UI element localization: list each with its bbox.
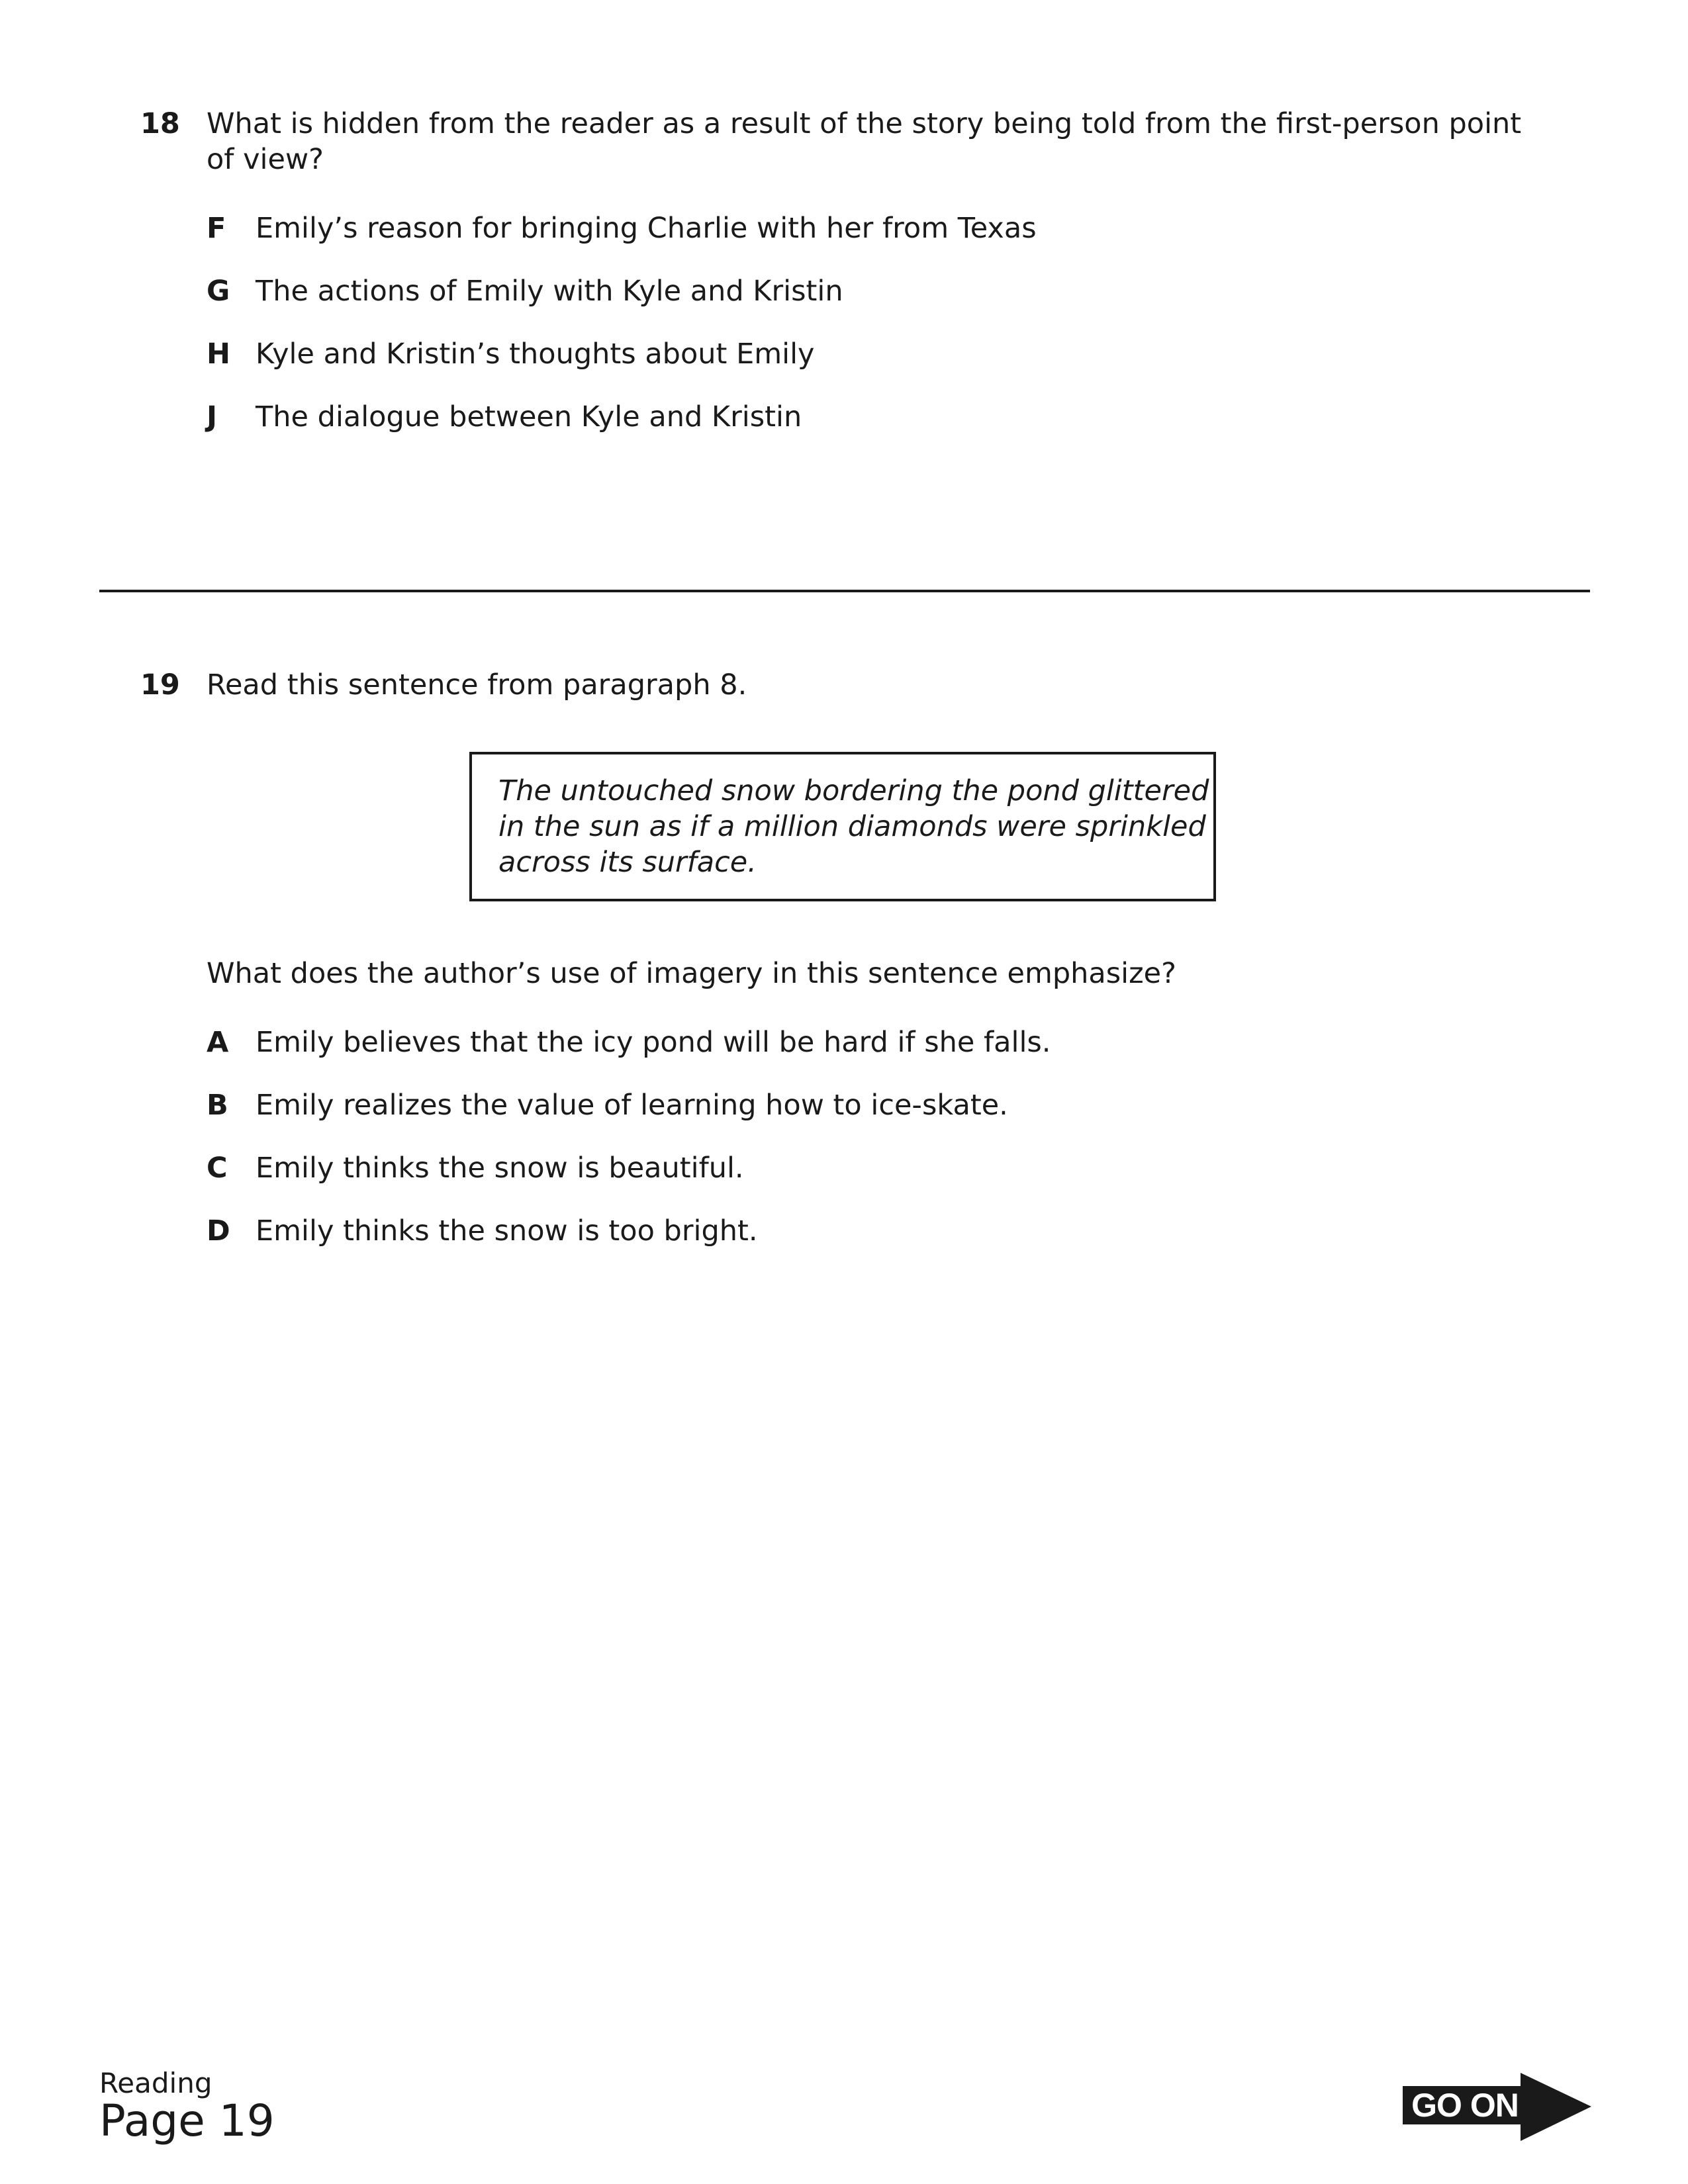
option-text: The actions of Emily with Kyle and Kristin xyxy=(256,275,843,308)
question-18 xyxy=(140,106,1597,179)
option-text: The dialogue between Kyle and Kristin xyxy=(256,400,802,433)
option-text: Emily thinks the snow is beautiful. xyxy=(256,1152,744,1185)
option-letter: A xyxy=(207,1026,229,1059)
option-letter: D xyxy=(207,1214,230,1248)
q18-option-g[interactable] xyxy=(207,273,1398,309)
option-text: Emily thinks the snow is too bright. xyxy=(256,1214,758,1248)
excerpt-line-2: in the sun as if a million diamonds were sprinkled xyxy=(498,810,1206,843)
section-divider xyxy=(99,590,1590,592)
go-on-label: GO ON xyxy=(1403,2086,1527,2124)
option-text: Kyle and Kristin’s thoughts about Emily xyxy=(256,338,815,371)
question-19 xyxy=(140,667,1597,703)
question-19-stem xyxy=(207,956,1530,991)
question-number: 18 xyxy=(140,107,180,140)
q18-option-j[interactable] xyxy=(207,399,1398,435)
q19-option-b[interactable] xyxy=(207,1087,1398,1123)
option-letter: J xyxy=(207,400,217,433)
footer-subject: Reading xyxy=(99,2067,212,2099)
go-on-button xyxy=(1403,2073,1591,2141)
option-letter: G xyxy=(207,275,230,308)
q19-option-c[interactable] xyxy=(207,1150,1398,1186)
question-text-line-1: What is hidden from the reader as a result of the story being told from the first-person point xyxy=(207,107,1522,140)
option-letter: C xyxy=(207,1152,228,1185)
option-letter: F xyxy=(207,212,226,245)
option-letter: H xyxy=(207,338,230,371)
page-number: Page 19 xyxy=(99,2095,275,2146)
question-number: 19 xyxy=(140,668,180,702)
question-prompt: Read this sentence from paragraph 8. xyxy=(207,668,747,702)
question-text: What does the author’s use of imagery in this sentence emphasize? xyxy=(207,957,1176,990)
excerpt-line-3: across its surface. xyxy=(498,846,757,879)
q18-option-f[interactable] xyxy=(207,210,1398,246)
option-text: Emily’s reason for bringing Charlie with her from Texas xyxy=(256,212,1037,245)
option-text: Emily realizes the value of learning how to ice-skate. xyxy=(256,1089,1008,1122)
q19-option-d[interactable] xyxy=(207,1213,1398,1249)
q19-option-a[interactable] xyxy=(207,1024,1398,1060)
q18-option-h[interactable] xyxy=(207,336,1398,372)
option-letter: B xyxy=(207,1089,228,1122)
question-text-line-2: of view? xyxy=(207,143,324,176)
excerpt-box xyxy=(469,752,1216,901)
option-text: Emily believes that the icy pond will be hard if she falls. xyxy=(256,1026,1051,1059)
excerpt-line-1: The untouched snow bordering the pond glittered xyxy=(498,774,1209,807)
